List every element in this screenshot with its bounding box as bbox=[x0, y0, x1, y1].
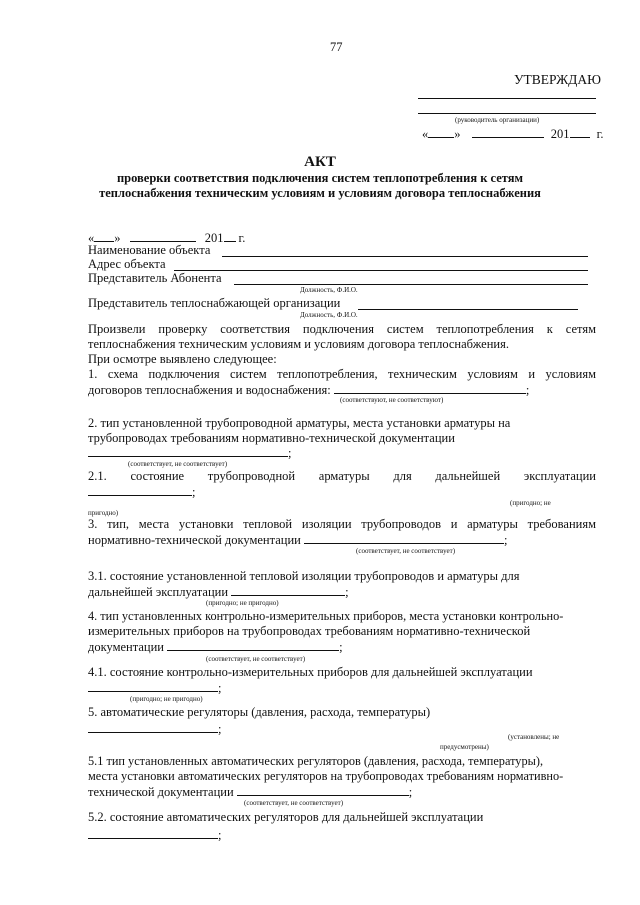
object-name-label: Наименование объекта bbox=[88, 243, 211, 257]
item51-text: технической документации bbox=[88, 785, 234, 799]
item21-line2 bbox=[88, 484, 195, 500]
act-day-blank bbox=[94, 230, 114, 242]
item2-line1: 2. тип установленной трубопроводной арматуры, места установки арматуры на bbox=[88, 416, 511, 430]
item52-line1: 5.2. состояние автоматических регуляторов для дальнейшей эксплуатации bbox=[88, 810, 484, 824]
item51-semicolon: ; bbox=[408, 785, 413, 799]
item51-line2: места установки автоматических регуляторов на трубопроводах требованиям нормативно- bbox=[88, 769, 564, 783]
item52-semicolon: ; bbox=[218, 828, 222, 842]
item2-line2: трубопроводах требованиям нормативно-технической документации bbox=[88, 431, 455, 445]
act-subtitle-line1: проверки соответствия подключения систем теплопотребления к сетям bbox=[116, 171, 524, 185]
item4-caption: (соответствует, не соответствует) bbox=[206, 655, 306, 663]
act-year: 201 bbox=[204, 231, 224, 245]
act-date-close: » bbox=[114, 231, 121, 245]
act-year-blank bbox=[224, 230, 236, 242]
item5-blank bbox=[88, 721, 218, 733]
item4-line3 bbox=[88, 639, 343, 655]
object-address-line bbox=[174, 270, 588, 271]
item1-semicolon: ; bbox=[525, 383, 530, 397]
supplier-rep-label: Представитель теплоснабжающей организации bbox=[88, 296, 341, 310]
item51-line3 bbox=[88, 784, 412, 800]
approval-title: УТВЕРЖДАЮ bbox=[514, 72, 602, 87]
item1-blank bbox=[334, 382, 526, 394]
item52-line2 bbox=[88, 827, 221, 843]
item41-line2 bbox=[88, 680, 221, 696]
approval-year-prefix: 201 bbox=[550, 127, 570, 141]
approval-date bbox=[422, 126, 603, 142]
approval-month-blank bbox=[472, 126, 544, 138]
item4-blank bbox=[167, 639, 339, 651]
item21-caption-a: (пригодно; не bbox=[510, 499, 551, 507]
approval-name-line bbox=[418, 113, 596, 114]
supplier-rep-line bbox=[358, 309, 578, 310]
subscriber-rep-label: Представитель Абонента bbox=[88, 271, 222, 285]
supplier-caption: Должность, Ф.И.О. bbox=[300, 311, 358, 319]
item4-line1: 4. тип установленных контрольно-измерительных приборов, места установки контрольно- bbox=[88, 609, 564, 623]
item51-blank bbox=[237, 784, 409, 796]
item5-semicolon: ; bbox=[218, 722, 222, 736]
act-month-blank bbox=[130, 230, 196, 242]
subscriber-caption: Должность, Ф.И.О. bbox=[300, 286, 358, 294]
item3-semicolon: ; bbox=[503, 533, 508, 547]
item21-line1: 2.1. состояние трубопроводной арматуры для дальнейшей эксплуатации bbox=[88, 469, 596, 483]
act-title: АКТ bbox=[304, 154, 336, 170]
item4-line2: измерительных приборов на трубопроводах требованиям нормативно-технической bbox=[88, 624, 531, 638]
item3-line1: 3. тип, места установки тепловой изоляции трубопроводов и арматуры требованиям bbox=[88, 517, 596, 531]
item31-text: дальнейшей эксплуатации bbox=[88, 585, 229, 599]
item3-caption: (соответствует, не соответствует) bbox=[356, 547, 456, 555]
approval-year-suffix: г. bbox=[596, 127, 604, 141]
item31-line1: 3.1. состояние установленной тепловой изоляции трубопроводов и арматуры для bbox=[88, 569, 520, 583]
approval-role-caption: (руководитель организации) bbox=[455, 116, 540, 124]
item3-line2 bbox=[88, 532, 507, 548]
object-address-label: Адрес объекта bbox=[88, 257, 166, 271]
item4-semicolon: ; bbox=[339, 640, 343, 654]
intro-line2: теплоснабжения техническим условиям и условиям договора теплоснабжения. bbox=[88, 337, 509, 351]
item31-line2 bbox=[88, 584, 349, 600]
item5-line2 bbox=[88, 721, 221, 737]
item52-blank bbox=[88, 827, 218, 839]
act-subtitle-line2: теплоснабжения техническим условиям и условиям договора теплоснабжения bbox=[99, 186, 541, 200]
act-date-open: « bbox=[88, 231, 95, 245]
approval-signature-line bbox=[418, 98, 596, 99]
approval-year-blank bbox=[570, 126, 590, 138]
item5-caption-b: предусмотрены) bbox=[440, 743, 489, 751]
item21-semicolon: ; bbox=[192, 485, 196, 499]
item5-line1: 5. автоматические регуляторы (давления, расхода, температуры) bbox=[88, 705, 431, 719]
item31-caption: (пригодно; не пригодно) bbox=[206, 599, 279, 607]
item31-semicolon: ; bbox=[345, 585, 349, 599]
subscriber-rep-line bbox=[234, 284, 588, 285]
item3-text: нормативно-технической документации bbox=[88, 533, 301, 547]
page-number: 77 bbox=[330, 40, 343, 54]
approval-day-blank bbox=[428, 126, 454, 138]
item5-caption-a: (установлены; не bbox=[508, 733, 560, 741]
item1-text: договоров теплоснабжения и водоснабжения: bbox=[88, 383, 331, 397]
object-name-line bbox=[222, 256, 588, 257]
item1-caption: (соответствуют, не соответствуют) bbox=[340, 396, 444, 404]
item4-text: документации bbox=[88, 640, 164, 654]
approval-date-close: » bbox=[454, 127, 461, 141]
intro-line1: Произвели проверку соответствия подключения систем теплопотребления к сетям bbox=[88, 322, 596, 336]
item51-line1: 5.1 тип установленных автоматических регуляторов (давления, расхода, температуры), bbox=[88, 754, 544, 768]
item2-blank bbox=[88, 445, 288, 457]
approval-date-open: « bbox=[422, 127, 429, 141]
item41-line1: 4.1. состояние контрольно-измерительных приборов для дальнейшей эксплуатации bbox=[88, 665, 533, 679]
item41-blank bbox=[88, 680, 218, 692]
item1-line1: 1. схема подключения систем теплопотребления, техническим условиям и условиям bbox=[88, 367, 596, 381]
item21-blank bbox=[88, 484, 192, 496]
item2-semicolon: ; bbox=[288, 446, 292, 460]
item2-caption: (соответствует, не соответствует) bbox=[128, 460, 228, 468]
item41-semicolon: ; bbox=[218, 681, 222, 695]
item21-caption-b: пригодно) bbox=[88, 509, 119, 517]
item31-blank bbox=[231, 584, 345, 596]
item1-line2 bbox=[88, 382, 529, 398]
item41-caption: (пригодно; не пригодно) bbox=[130, 695, 203, 703]
intro-line3: При осмотре выявлено следующее: bbox=[88, 352, 277, 366]
item3-blank bbox=[304, 532, 504, 544]
act-date-suffix: г. bbox=[238, 231, 246, 245]
item51-caption: (соответствует, не соответствует) bbox=[244, 799, 344, 807]
item2-line3 bbox=[88, 445, 291, 461]
